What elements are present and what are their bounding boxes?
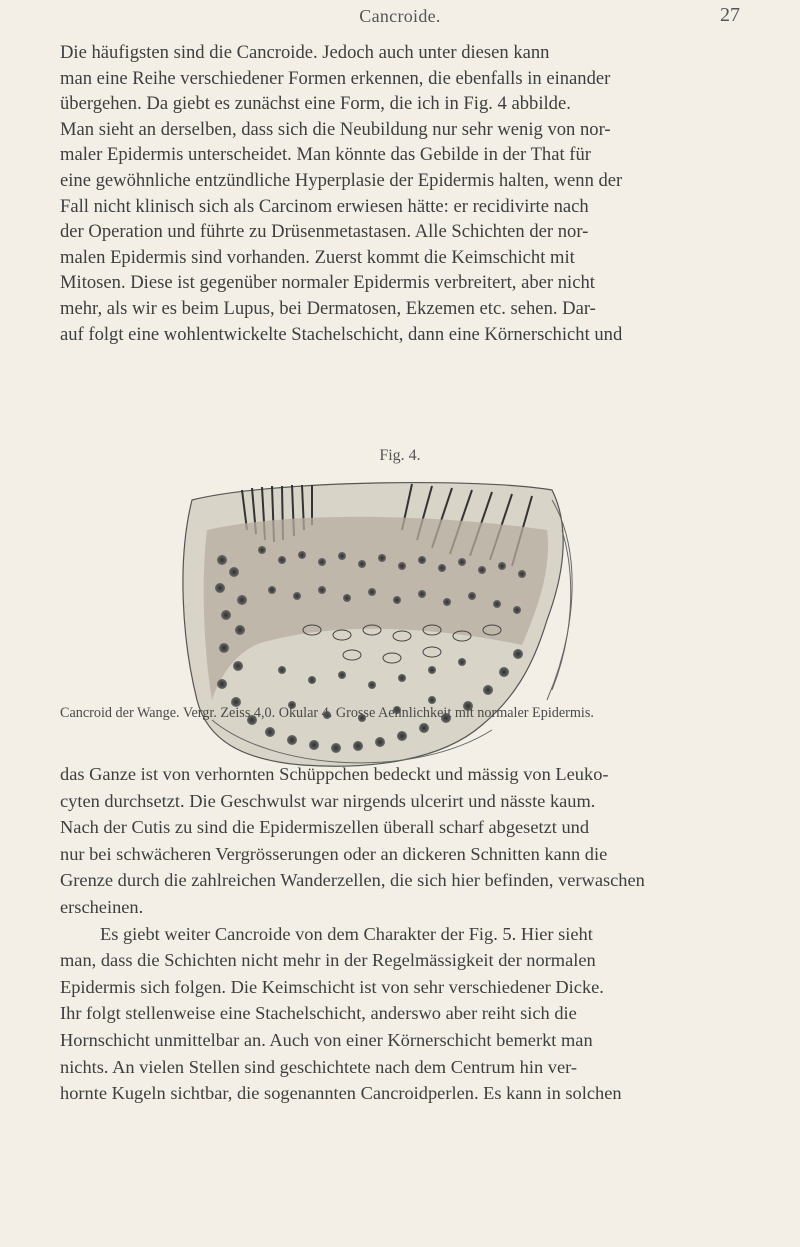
text-line: Nach der Cutis zu sind die Epidermiszellen überall scharf abgesetzt und — [60, 817, 590, 838]
page-number: 27 — [720, 4, 740, 26]
running-head — [0, 4, 800, 30]
text-line: Ihr folgt stellenweise eine Stachelschicht, anderswo aber reiht sich die — [60, 1003, 577, 1024]
histology-illustration — [152, 470, 652, 800]
text-line: man, dass die Schichten nicht mehr in der Regelmässigkeit der normalen — [60, 950, 596, 971]
text-line: cyten durchsetzt. Die Geschwulst war nirgends ulcerirt und nässte kaum. — [60, 790, 596, 811]
text-line: Hornschicht unmittelbar an. Auch von einer Körnerschicht bemerkt man — [60, 1029, 593, 1050]
text-line: eine gewöhnliche entzündliche Hyperplasie der Epidermis halten, wenn der — [60, 169, 623, 191]
text-line: mehr, als wir es beim Lupus, bei Dermatosen, Ekzemen etc. sehen. Dar- — [60, 297, 596, 319]
text-line: malen Epidermis sind vorhanden. Zuerst kommt die Keimschicht mit — [60, 246, 575, 268]
text-line: nur bei schwächeren Vergrösserungen oder an dickeren Schnitten kann die — [60, 843, 608, 864]
text-line: Es giebt weiter Cancroide von dem Charakter der Fig. 5. Hier sieht — [100, 923, 593, 944]
figure-caption: Cancroid der Wange. Vergr. Zeiss 4,0. Okular 4. Grosse Aehnlichkeit mit normaler Epidermis. — [60, 705, 594, 721]
text-line: das Ganze ist von verhornten Schüppchen bedeckt und mässig von Leuko- — [60, 764, 609, 784]
paragraph-top — [60, 40, 730, 347]
text-line: Man sieht an derselben, dass sich die Neubildung nur sehr wenig von nor- — [60, 118, 611, 140]
text-line: der Operation und führte zu Drüsenmetastasen. Alle Schichten der nor- — [60, 221, 589, 243]
text-line: erscheinen. — [60, 896, 144, 917]
text-line: man eine Reihe verschiedener Formen erkennen, die ebenfalls in einander — [60, 67, 611, 89]
text-line: auf folgt eine wohlentwickelte Stachelschicht, dann eine Körnerschicht und — [60, 323, 623, 345]
text-line: Die häufigsten sind die Cancroide. Jedoch auch unter diesen kann — [60, 42, 550, 63]
text-line: Fall nicht klinisch sich als Carcinom erwiesen hätte: er recidivirte nach — [60, 195, 589, 217]
text-line: hornte Kugeln sichtbar, die sogenannten Cancroidperlen. Es kann in solchen — [60, 1083, 622, 1104]
text-line: Mitosen. Diese ist gegenüber normaler Epidermis verbreitert, aber nicht — [60, 272, 595, 294]
text-line: Grenze durch die zahlreichen Wanderzellen, die sich hier befinden, verwaschen — [60, 870, 645, 891]
text-line: Epidermis sich folgen. Die Keimschicht ist von sehr verschiedener Dicke. — [60, 976, 604, 997]
running-title: Cancroide. — [359, 6, 441, 26]
paragraph-bottom — [60, 761, 710, 1107]
text-line: übergehen. Da giebt es zunächst eine Form, die ich in Fig. 4 abbilde. — [60, 93, 571, 115]
figure-label: Fig. 4. — [379, 447, 421, 464]
text-line: maler Epidermis unterscheidet. Man könnte das Gebilde in der That für — [60, 144, 591, 166]
text-line: nichts. An vielen Stellen sind geschichtete nach dem Centrum hin ver- — [60, 1056, 577, 1077]
